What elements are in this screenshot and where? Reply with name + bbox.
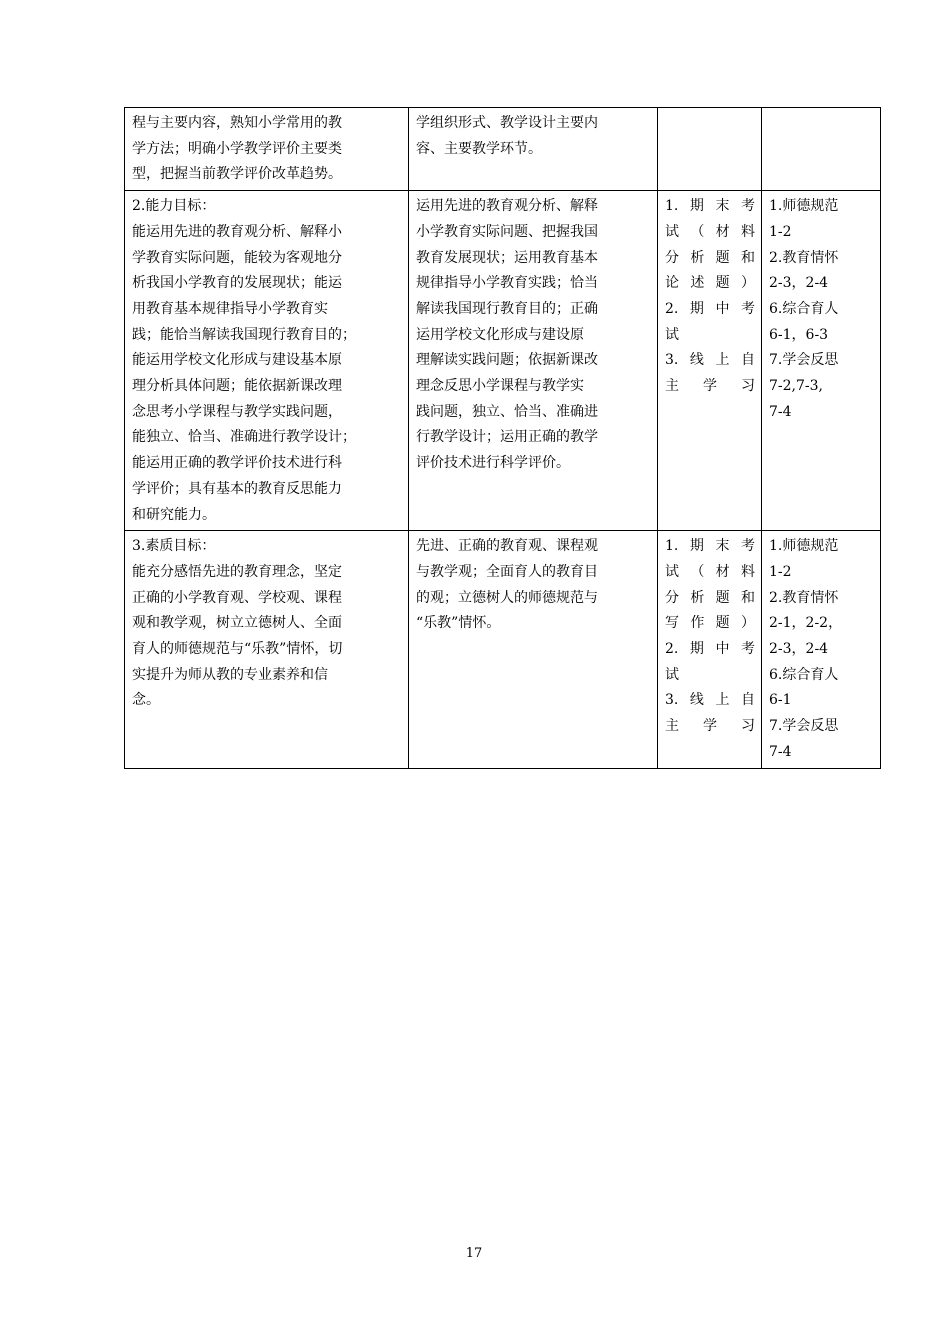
text-line: 1.期末考 xyxy=(665,198,755,215)
text-line: 2.教育情怀 xyxy=(769,249,839,266)
text-line: 学教育实际问题，能较为客观地分 xyxy=(132,249,342,266)
text-line: 分析题和 xyxy=(665,589,755,606)
table-body xyxy=(125,108,881,769)
text-line: 主学习 xyxy=(665,378,755,395)
text-line: 6.综合育人 xyxy=(769,666,839,683)
text-line: 的观；立德树人的师德规范与 xyxy=(416,589,598,606)
text-line: 7.学会反思 xyxy=(769,718,839,735)
content-cell xyxy=(409,108,658,191)
assessment-cell xyxy=(658,191,762,531)
text-line: 能充分感悟先进的教育理念，坚定 xyxy=(132,563,342,580)
text-line: 理念反思小学课程与教学实 xyxy=(416,378,584,395)
text-line: 念。 xyxy=(132,692,160,709)
text-line: 践问题，独立、恰当、准确进 xyxy=(416,403,598,420)
text-line: 2.教育情怀 xyxy=(769,589,839,606)
text-line: 能运用学校文化形成与建设基本原 xyxy=(132,352,342,369)
text-line: 7-4 xyxy=(769,743,792,760)
objective-cell xyxy=(125,531,409,768)
objective-cell xyxy=(125,108,409,191)
content-cell xyxy=(409,531,658,768)
text-line: 规律指导小学教育实践；恰当 xyxy=(416,275,598,292)
text-line: 小学教育实际问题、把握我国 xyxy=(416,223,598,240)
text-line: 育人的师德规范与“乐教”情怀，切 xyxy=(132,641,343,658)
text-line: 6-1，6-3 xyxy=(769,326,829,343)
requirement-cell xyxy=(762,108,881,191)
text-line: 3.素质目标： xyxy=(132,538,216,555)
text-line: 运用先进的教育观分析、解释 xyxy=(416,198,598,215)
text-line: 和研究能力。 xyxy=(132,506,216,523)
text-line: 6.综合育人 xyxy=(769,300,839,317)
text-line: 3.线上自 xyxy=(665,692,755,709)
text-line: 教育发展现状；运用教育基本 xyxy=(416,249,598,266)
text-line: 试 xyxy=(665,326,679,343)
objective-cell xyxy=(125,191,409,531)
text-line: 2.期中考 xyxy=(665,300,755,317)
text-line: 念思考小学课程与教学实践问题， xyxy=(132,403,342,420)
text-line: 观和教学观，树立立德树人、全面 xyxy=(132,615,342,632)
text-line: 学方法；明确小学教学评价主要类 xyxy=(132,140,342,157)
text-line: 7-2,7-3, xyxy=(769,378,823,395)
text-line: 评价技术进行科学评价。 xyxy=(416,455,570,472)
text-line: 析我国小学教育的发展现状；能运 xyxy=(132,275,342,292)
text-line: 行教学设计；运用正确的教学 xyxy=(416,429,598,446)
table-row-1 xyxy=(125,108,881,191)
text-line: 7.学会反思 xyxy=(769,352,839,369)
text-line: 1-2 xyxy=(769,563,792,580)
table-row-3 xyxy=(125,531,881,768)
text-line: 2.期中考 xyxy=(665,641,755,658)
text-line: 实提升为师从教的专业素养和信 xyxy=(132,666,328,683)
text-line: 论述题） xyxy=(665,275,755,292)
text-line: 主学习 xyxy=(665,718,755,735)
requirement-cell xyxy=(762,191,881,531)
assessment-cell xyxy=(658,108,762,191)
text-line: 2-3，2-4 xyxy=(769,275,829,292)
text-line: 运用学校文化形成与建设原 xyxy=(416,326,584,343)
text-line: 试（材料 xyxy=(665,563,755,580)
text-line: 践；能恰当解读我国现行教育目的； xyxy=(132,326,356,343)
text-line: 1-2 xyxy=(769,223,792,240)
text-line: 能独立、恰当、准确进行教学设计； xyxy=(132,429,356,446)
text-line: 分析题和 xyxy=(665,249,755,266)
text-line: 型，把握当前教学评价改革趋势。 xyxy=(132,166,342,183)
text-line: 6-1 xyxy=(769,692,792,709)
text-line: 用教育基本规律指导小学教育实 xyxy=(132,300,328,317)
text-line: 程与主要内容，熟知小学常用的教 xyxy=(132,115,342,131)
text-line: 解读我国现行教育目的；正确 xyxy=(416,300,598,317)
text-line: “乐教”情怀。 xyxy=(416,615,501,632)
text-line: 理解读实践问题；依据新课改 xyxy=(416,352,598,369)
content-cell xyxy=(409,191,658,531)
text-line: 1.期末考 xyxy=(665,538,755,555)
text-line: 写作题） xyxy=(665,615,755,632)
text-line: 先进、正确的教育观、课程观 xyxy=(416,538,598,555)
text-line: 学评价；具有基本的教育反思能力 xyxy=(132,480,342,497)
text-line: 容、主要教学环节。 xyxy=(416,140,542,157)
text-line: 能运用先进的教育观分析、解释小 xyxy=(132,223,342,240)
text-line: 试 xyxy=(665,666,679,683)
text-line: 1.师德规范 xyxy=(769,198,839,215)
text-line: 能运用正确的教学评价技术进行科 xyxy=(132,455,342,472)
requirement-cell xyxy=(762,531,881,768)
text-line: 2-1，2-2， xyxy=(769,615,843,632)
text-line: 理分析具体问题；能依据新课改理 xyxy=(132,378,342,395)
page-number: 17 xyxy=(465,1246,483,1261)
text-line: 7-4 xyxy=(769,403,792,420)
text-line: 2-3，2-4 xyxy=(769,641,829,658)
text-line: 正确的小学教育观、学校观、课程 xyxy=(132,589,342,606)
text-line: 学组织形式、教学设计主要内 xyxy=(416,115,598,131)
text-line: 与教学观；全面育人的教育目 xyxy=(416,563,598,580)
text-line: 3.线上自 xyxy=(665,352,755,369)
text-line: 2.能力目标： xyxy=(132,198,216,215)
assessment-cell xyxy=(658,531,762,768)
text-line: 1.师德规范 xyxy=(769,538,839,555)
table-row-2 xyxy=(125,191,881,531)
course-objectives-table xyxy=(124,107,881,769)
text-line: 试（材料 xyxy=(665,223,755,240)
